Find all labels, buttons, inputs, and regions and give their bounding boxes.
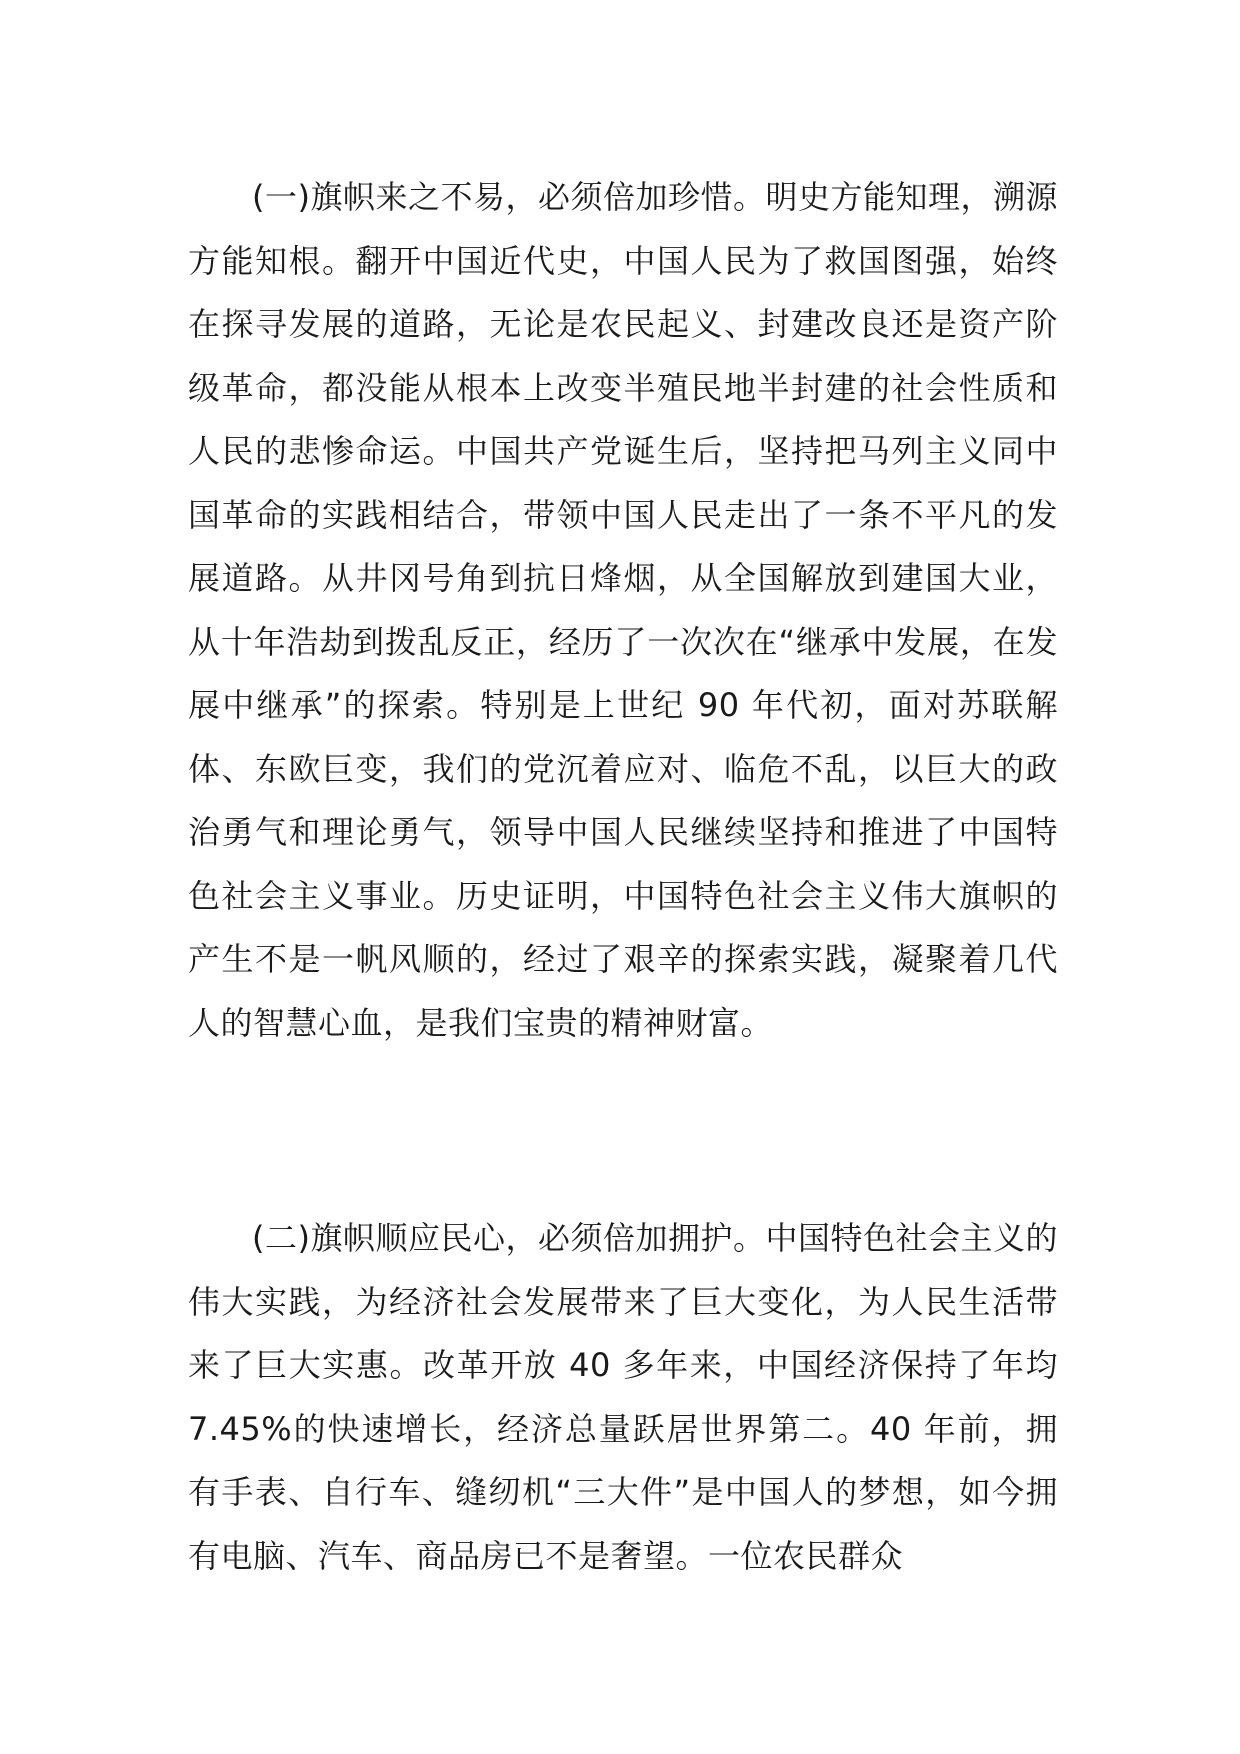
- paragraph-1: (一)旗帜来之不易，必须倍加珍惜。明史方能知理，溯源方能知根。翻开中国近代史，中国人民为了救国图强，始终在探寻发展的道路，无论是农民起义、封建改良还是资产阶级革命，都没能从根本上改变半殖民地半封建的社会性质和人民的悲惨命运。中国共产党诞生后，坚持把马列主义同中国革命的实践相结合，带领中国人民走出了一条不平凡的发展道路。从井冈号角到抗日烽烟，从全国解放到建国大业，从十年浩劫到拨乱反正，经历了一次次在“继承中发展，在发展中继承”的探索。特别是上世纪 90 年代初，面对苏联解体、东欧巨变，我们的党沉着应对、临危不乱，以巨大的政治勇气和理论勇气，领导中国人民继续坚持和推进了中国特色社会主义事业。历史证明，中国特色社会主义伟大旗帜的产生不是一帆风顺的，经过了艰辛的探索实践，凝聚着几代人的智慧心血，是我们宝贵的精神财富。: [188, 178, 1058, 1042]
- paragraph-2: (二)旗帜顺应民心，必须倍加拥护。中国特色社会主义的伟大实践，为经济社会发展带来了巨大变化，为人民生活带来了巨大实惠。改革开放 40 多年来，中国经济保持了年均 7.45%的快速增长，经济总量跃居世界第二。40 年前，拥有手表、自行车、缝纫机“三大件”是中国人的梦想，如今拥有电脑、汽车、商品房已不是奢望。一位农民群众: [188, 1219, 1058, 1575]
